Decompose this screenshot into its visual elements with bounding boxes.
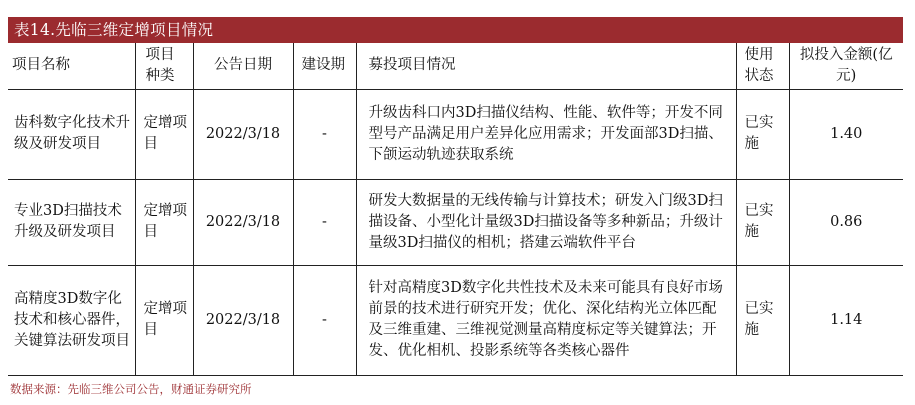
cell-amount: 1.14 [789, 265, 903, 375]
cell-amount: 1.40 [789, 89, 903, 179]
table-row [8, 265, 903, 375]
table-title: 表14.先临三维定增项目情况 [8, 17, 903, 43]
cell-period: - [293, 265, 356, 375]
header-status: 使用状态 [736, 43, 789, 89]
header-period: 建设期 [293, 43, 356, 89]
header-row [8, 43, 903, 89]
header-desc: 募投项目情况 [356, 43, 736, 89]
cell-desc: 升级齿科口内3D扫描仪结构、性能、软件等；开发不同型号产品满足用户差异化应用需求；开发面部3D扫描、下颌运动轨迹获取系统 [356, 89, 736, 179]
cell-period: - [293, 89, 356, 179]
cell-desc: 针对高精度3D数字化共性技术及未来可能具有良好市场前景的技术进行研究开发；优化、深化结构光立体匹配及三维重建、三维视觉测量高精度标定等关键算法；开发、优化相机、投影系统等各类核心器件 [356, 265, 736, 375]
cell-date: 2022/3/18 [193, 89, 293, 179]
cell-date: 2022/3/18 [193, 265, 293, 375]
table-row [8, 179, 903, 265]
cell-type: 定增项目 [135, 265, 193, 375]
header-amount: 拟投入金额(亿元) [789, 43, 903, 89]
header-name: 项目名称 [8, 43, 135, 89]
cell-name: 高精度3D数字化技术和核心器件，关键算法研发项目 [8, 265, 135, 375]
cell-status: 已实施 [736, 179, 789, 265]
cell-desc: 研发大数据量的无线传输与计算技术；研发入门级3D扫描设备、小型化计量级3D扫描设备等多种新品；升级计量级3D扫描仪的相机；搭建云端软件平台 [356, 179, 736, 265]
cell-amount: 0.86 [789, 179, 903, 265]
cell-name: 专业3D扫描技术升级及研发项目 [8, 179, 135, 265]
cell-type: 定增项目 [135, 89, 193, 179]
cell-name: 齿科数字化技术升级及研发项目 [8, 89, 135, 179]
cell-status: 已实施 [736, 265, 789, 375]
header-date: 公告日期 [193, 43, 293, 89]
cell-date: 2022/3/18 [193, 179, 293, 265]
source-note: 数据来源：先临三维公司公告，财通证券研究所 [10, 382, 252, 396]
cell-period: - [293, 179, 356, 265]
project-table [8, 43, 903, 376]
cell-status: 已实施 [736, 89, 789, 179]
cell-type: 定增项目 [135, 179, 193, 265]
header-type: 项目种类 [135, 43, 193, 89]
table-row [8, 89, 903, 179]
